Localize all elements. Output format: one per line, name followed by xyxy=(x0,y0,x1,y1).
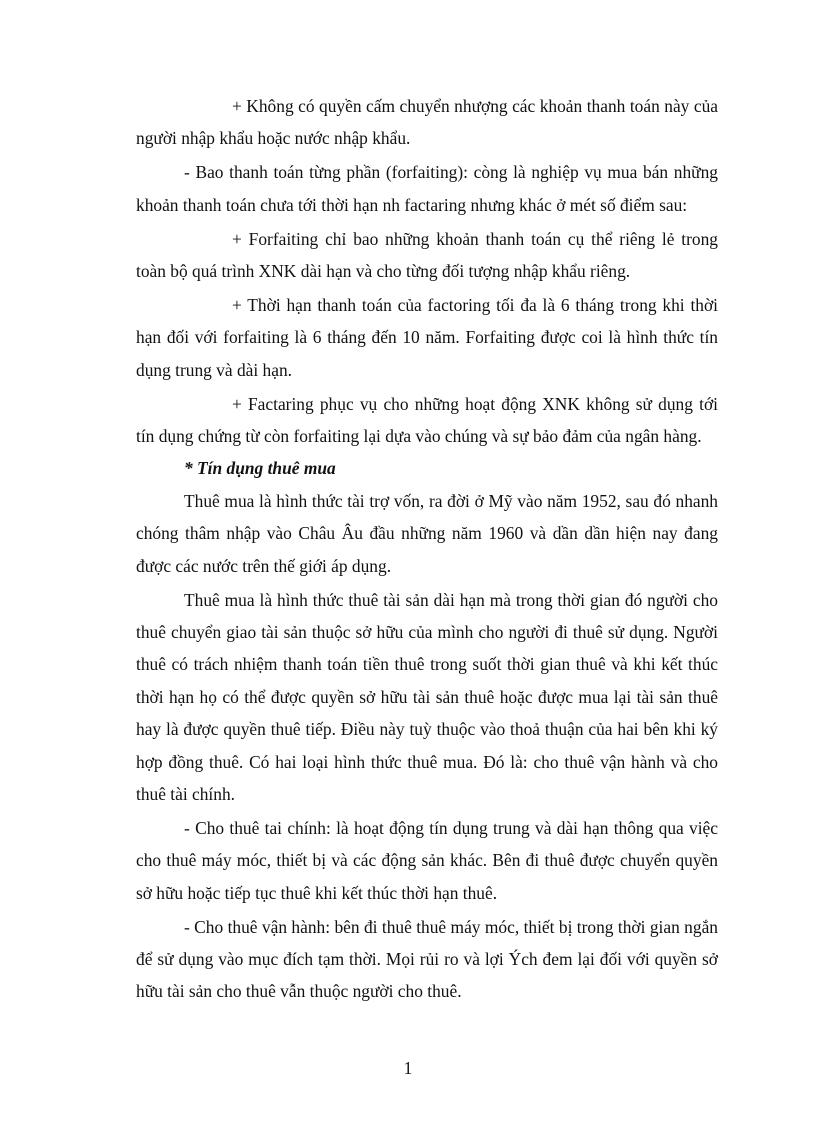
paragraph-financial-lease: - Cho thuê tai chính: là hoạt động tín dụng trung và dài hạn thông qua việc cho thuê máy móc, thiết bị và các động sản khác. Bên đi thuê được chuyển quyền sở hữu hoặc tiếp tục thuê khi kết thúc thời hạn thuê. xyxy=(136,817,718,903)
paragraph-operating-lease: - Cho thuê vận hành: bên đi thuê thuê máy móc, thiết bị trong thời gian ngắn để sử dụng vào mục đích tạm thời. Mọi rủi ro và lợi Ých đem lại đối với quyền sở hữu tài sản cho thuê vẫn thuộc người cho thuê. xyxy=(136,916,718,1002)
paragraph-forfaiting-intro: - Bao thanh toán từng phần (forfaiting): còng là nghiệp vụ mua bán những khoản thanh toán chưa tới thời hạn nh factaring nhưng khác ở mét số điểm sau: xyxy=(136,162,718,215)
paragraph-leasing-definition: Thuê mua là hình thức thuê tài sản dài hạn mà trong thời gian đó người cho thuê chuyển giao tài sản thuộc sở hữu của mình cho người đi thuê sử dụng. Người thuê có trách nhiệm thanh toán tiền thuê trong suốt thời gian thuê và khi kết thúc thời hạn họ có thể được quyền sở hữu tài sản thuê hoặc được mua lại tài sản thuê hay là được quyền thuê tiếp. Điều này tuỳ thuộc vào thoả thuận của hai bên khi ký hợp đồng thuê. Có hai loại hình thức thuê mua. Đó là: cho thuê vận hành và cho thuê tài chính. xyxy=(136,589,718,805)
paragraph-payment-term: + Thời hạn thanh toán của factoring tối đa là 6 tháng trong khi thời hạn đối với forfaiting là 6 tháng đến 10 năm. Forfaiting được coi là hình thức tín dụng trung và dài hạn. xyxy=(136,294,718,380)
paragraph-documentary-credit: + Factaring phục vụ cho những hoạt động XNK không sử dụng tới tín dụng chứng từ còn forfaiting lại dựa vào chúng và sự bảo đảm của ngân hàng. xyxy=(136,393,718,447)
body-text xyxy=(136,90,718,1008)
page-number: 1 xyxy=(403,1058,413,1078)
paragraph-no-assignment-right: + Không có quyền cấm chuyển nhượng các khoản thanh toán này của người nhập khẩu hoặc nước nhập khẩu. xyxy=(136,96,718,149)
section-heading: * Tín dụng thuê mua xyxy=(184,458,336,479)
paragraph-forfaiting-scope: + Forfaiting chỉ bao những khoản thanh toán cụ thể riêng lẻ trong toàn bộ quá trình XNK dài hạn và cho từng đối tượng nhập khẩu riêng. xyxy=(136,228,718,282)
paragraph-leasing-history: Thuê mua là hình thức tài trợ vốn, ra đời ở Mỹ vào năm 1952, sau đó nhanh chóng thâm nhập vào Châu Âu đầu những năm 1960 và dần dần hiện nay đang được các nước trên thế giới áp dụng. xyxy=(136,490,718,576)
